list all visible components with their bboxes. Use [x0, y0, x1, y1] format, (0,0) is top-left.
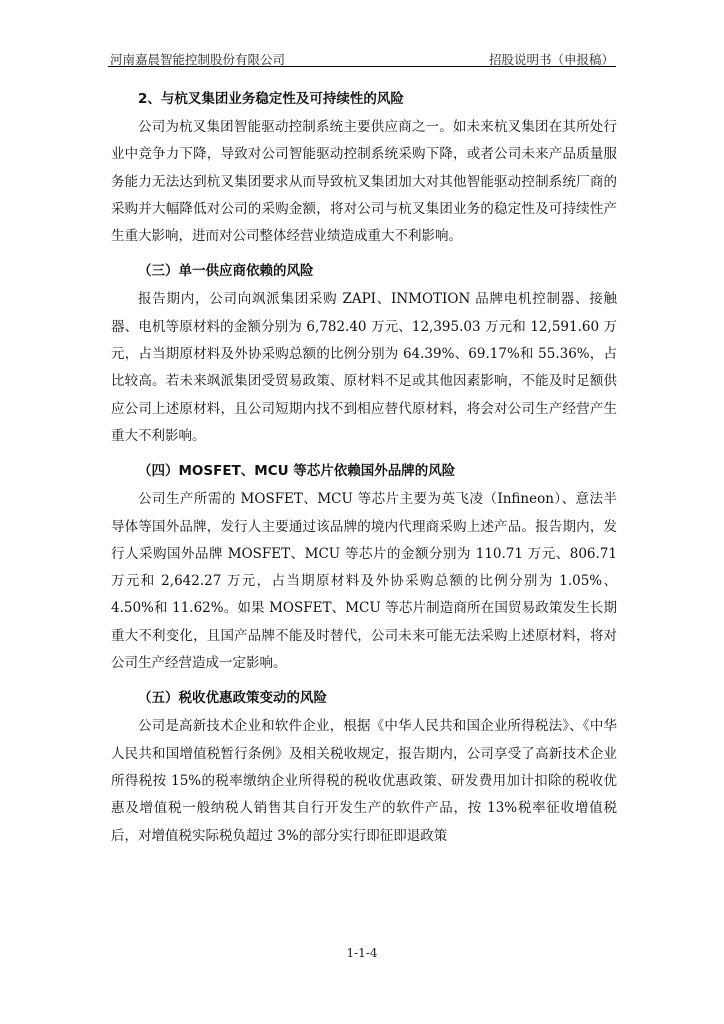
section-heading: 2、与杭叉集团业务稳定性及可持续性的风险	[138, 91, 404, 107]
section-hangcha-risk	[111, 84, 617, 250]
page-number: 1-1-4	[346, 946, 378, 960]
section-single-supplier-risk	[111, 256, 617, 450]
section-paragraph: 公司生产所需的 MOSFET、MCU 等芯片主要为英飞凌（Infineon）、意法半导体等国外品牌，发行人主要通过该品牌的境内代理商采购上述产品。报告期内，发行人采购国外品牌 MOSFET、MCU 等芯片的金额分别为 110.71 万元、806.71 万元和 2,642.27 万元，占当期原材料及外协采购总额的比例分别为 1.05%、4.50%和 11.62%。如果 MOSFET、MCU 等芯片制造商所在国贸易政策发生长期重大不利变化，且国产品牌不能及时替代，公司未来可能无法采购上述原材料，将对公司生产经营造成一定影响。	[111, 491, 617, 672]
page-header	[108, 44, 616, 67]
section-heading: （五）税收优惠政策变动的风险	[138, 690, 327, 707]
section-heading: （三）单一供应商依赖的风险	[138, 263, 314, 280]
document-body	[111, 84, 617, 856]
section-paragraph: 报告期内，公司向飒派集团采购 ZAPI、INMOTION 品牌电机控制器、接触器、电机等原材料的金额分别为 6,782.40 万元、12,395.03 万元和 12,591.60 万元，占当期原材料及外协采购总额的比例分别为 64.39%、69.17%和 55.36%，占比较高。若未来飒派集团受贸易政策、原材料不足或其他因素影响，不能及时足额供应公司上述原材料，且公司短期内找不到相应替代原材料，将会对公司生产经营产生重大不利影响。	[111, 291, 617, 444]
section-tax-policy-risk	[111, 683, 617, 849]
section-heading: （四）MOSFET、MCU 等芯片依赖国外品牌的风险	[138, 463, 456, 480]
section-paragraph: 公司是高新技术企业和软件企业，根据《中华人民共和国企业所得税法》、《中华人民共和国增值税暂行条例》及相关税收规定，报告期内，公司享受了高新技术企业所得税按 15%的税率缴纳企业所得税的税收优惠政策、研发费用加计扣除的税收优惠及增值税一般纳税人销售其自行开发生产的软件产品，按 13%税率征收增值税后，对增值税实际税负超过 3%的部分实行即征即退政策	[111, 718, 617, 844]
header-document-title: 招股说明书（申报稿）	[488, 52, 614, 67]
header-company-name: 河南嘉晨智能控制股份有限公司	[110, 52, 286, 67]
section-paragraph: 公司为杭叉集团智能驱动控制系统主要供应商之一。如未来杭叉集团在其所处行业中竞争力下降，导致对公司智能驱动控制系统采购下降，或者公司未来产品质量服务能力无法达到杭叉集团要求从而导致杭叉集团加大对其他智能驱动控制系统厂商的采购并大幅降低对公司的采购金额，将对公司与杭叉集团业务的稳定性及可持续性产生重大影响，进而对公司整体经营业绩造成重大不利影响。	[111, 119, 617, 245]
section-chip-import-risk	[111, 456, 617, 677]
